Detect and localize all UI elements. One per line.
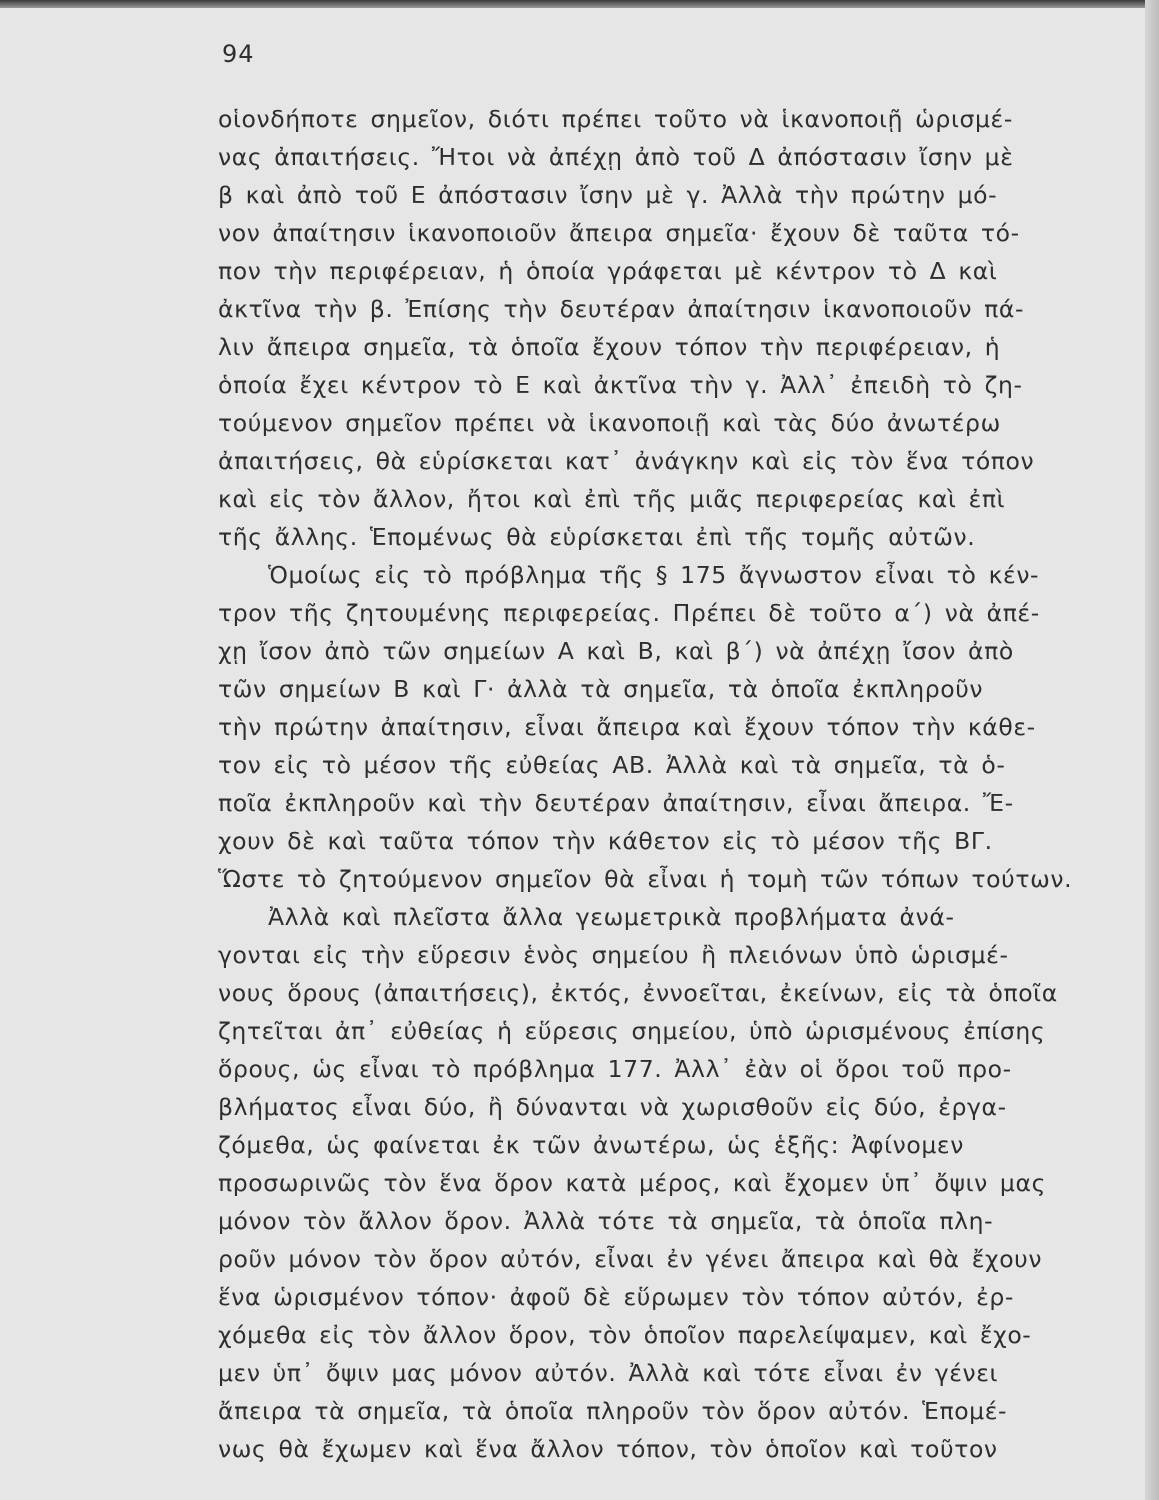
text-line: Ὁμοίως εἰς τὸ πρόβλημα τῆς § 175 ἄγνωστον εἶναι τὸ κέν- bbox=[268, 561, 1040, 589]
text-line: τῶν σημείων Β καὶ Γ· ἀλλὰ τὰ σημεῖα, τὰ ὁποῖα ἐκπληροῦν bbox=[218, 675, 984, 703]
scan-right-edge bbox=[1145, 0, 1159, 1500]
text-line: λιν ἄπειρα σημεῖα, τὰ ὁποῖα ἔχουν τόπον τὴν περιφέρειαν, ἡ bbox=[218, 333, 1001, 361]
text-line: ὅρους, ὡς εἶναι τὸ πρόβλημα 177. Ἀλλ᾽ ἐὰν οἱ ὅροι τοῦ προ- bbox=[218, 1055, 1012, 1083]
text-line: ζόμεθα, ὡς φαίνεται ἐκ τῶν ἀνωτέρω, ὡς ἑξῆς: Ἀφίνομεν bbox=[218, 1131, 964, 1159]
text-line: προσωρινῶς τὸν ἕνα ὅρον κατὰ μέρος, καὶ ἔχομεν ὑπ᾽ ὄψιν μας bbox=[218, 1169, 1046, 1197]
text-line: καὶ εἰς τὸν ἄλλον, ἤτοι καὶ ἐπὶ τῆς μιᾶς περιφερείας καὶ ἐπὶ bbox=[218, 485, 1006, 513]
scan-top-edge bbox=[0, 0, 1159, 8]
text-line: χόμεθα εἰς τὸν ἄλλον ὅρον, τὸν ὁποῖον παρελείψαμεν, καὶ ἔχο- bbox=[218, 1321, 1032, 1349]
text-line: τὴν πρώτην ἀπαίτησιν, εἶναι ἄπειρα καὶ ἔχουν τόπον τὴν κάθε- bbox=[218, 713, 1036, 741]
text-line: ζητεῖται ἀπ᾽ εὐθείας ἡ εὕρεσις σημείου, ὑπὸ ὡρισμένους ἐπίσης bbox=[218, 1017, 1046, 1045]
text-line: ἕνα ὡρισμένον τόπον· ἀφοῦ δὲ εὕρωμεν τὸν τόπον αὐτόν, ἐρ- bbox=[218, 1283, 1014, 1311]
page-number: 94 bbox=[222, 40, 255, 68]
text-line: οἱονδήποτε σημεῖον, διότι πρέπει τοῦτο νὰ ἱκανοποιῇ ὡρισμέ- bbox=[218, 105, 1013, 133]
text-line: ἀπαιτήσεις, θὰ εὑρίσκεται κατ᾽ ἀνάγκην καὶ εἰς τὸν ἕνα τόπον bbox=[218, 447, 1035, 475]
text-line: Ἀλλὰ καὶ πλεῖστα ἄλλα γεωμετρικὰ προβλήματα ἀνά- bbox=[268, 903, 955, 931]
text-line: νους ὅρους (ἀπαιτήσεις), ἐκτός, ἐννοεῖται, ἐκείνων, εἰς τὰ ὁποῖα bbox=[218, 979, 1058, 1007]
page-body-text bbox=[218, 100, 1153, 1480]
text-line: βλήματος εἶναι δύο, ἢ δύνανται νὰ χωρισθοῦν εἰς δύο, ἐργα- bbox=[218, 1093, 1007, 1121]
text-line: πον τὴν περιφέρειαν, ἡ ὁποία γράφεται μὲ κέντρον τὸ Δ καὶ bbox=[218, 257, 998, 285]
text-line: ἄπειρα τὰ σημεῖα, τὰ ὁποῖα πληροῦν τὸν ὅρον αὐτόν. Ἑπομέ- bbox=[218, 1397, 1008, 1425]
text-line: νως θὰ ἔχωμεν καὶ ἕνα ἄλλον τόπον, τὸν ὁποῖον καὶ τοῦτον bbox=[218, 1435, 998, 1463]
text-line: νας ἀπαιτήσεις. Ἤτοι νὰ ἀπέχῃ ἀπὸ τοῦ Δ ἀπόστασιν ἴσην μὲ bbox=[218, 143, 1014, 171]
text-line: β καὶ ἀπὸ τοῦ Ε ἀπόστασιν ἴσην μὲ γ. Ἀλλὰ τὴν πρώτην μό- bbox=[218, 181, 998, 209]
text-line: νον ἀπαίτησιν ἱκανοποιοῦν ἄπειρα σημεῖα· ἔχουν δὲ ταῦτα τό- bbox=[218, 219, 1020, 247]
text-line: χῃ ἴσον ἀπὸ τῶν σημείων Α καὶ Β, καὶ β΄) νὰ ἀπέχῃ ἴσον ἀπὸ bbox=[218, 637, 1014, 665]
text-line: ποῖα ἐκπληροῦν καὶ τὴν δευτέραν ἀπαίτησιν, εἶναι ἄπειρα. Ἔ- bbox=[218, 789, 1014, 817]
text-line: γονται εἰς τὴν εὕρεσιν ἑνὸς σημείου ἢ πλειόνων ὑπὸ ὡρισμέ- bbox=[218, 941, 1009, 969]
text-line: ροῦν μόνον τὸν ὅρον αὐτόν, εἶναι ἐν γένει ἄπειρα καὶ θὰ ἔχουν bbox=[218, 1245, 1043, 1273]
text-line: χουν δὲ καὶ ταῦτα τόπον τὴν κάθετον εἰς τὸ μέσον τῆς ΒΓ. bbox=[218, 827, 993, 855]
text-line: ὁποία ἔχει κέντρον τὸ Ε καὶ ἀκτῖνα τὴν γ. Ἀλλ᾽ ἐπειδὴ τὸ ζη- bbox=[218, 371, 1023, 399]
text-line: τον εἰς τὸ μέσον τῆς εὐθείας ΑΒ. Ἀλλὰ καὶ τὰ σημεῖα, τὰ ὁ- bbox=[218, 751, 1006, 779]
text-line: τούμενον σημεῖον πρέπει νὰ ἱκανοποιῇ καὶ τὰς δύο ἀνωτέρω bbox=[218, 409, 1001, 437]
text-line: μόνον τὸν ἄλλον ὅρον. Ἀλλὰ τότε τὰ σημεῖα, τὰ ὁποῖα πλη- bbox=[218, 1207, 994, 1235]
text-line: τῆς ἄλλης. Ἑπομένως θὰ εὑρίσκεται ἐπὶ τῆς τομῆς αὐτῶν. bbox=[218, 523, 976, 551]
text-line: ἀκτῖνα τὴν β. Ἐπίσης τὴν δευτέραν ἀπαίτησιν ἱκανοποιοῦν πά- bbox=[218, 295, 1025, 323]
text-line: τρον τῆς ζητουμένης περιφερείας. Πρέπει δὲ τοῦτο α΄) νὰ ἀπέ- bbox=[218, 599, 1040, 627]
text-line: μεν ὑπ᾽ ὄψιν μας μόνον αὐτόν. Ἀλλὰ καὶ τότε εἶναι ἐν γένει bbox=[218, 1359, 999, 1387]
text-line: Ὥστε τὸ ζητούμενον σημεῖον θὰ εἶναι ἡ τομὴ τῶν τόπων τούτων. bbox=[218, 865, 1073, 893]
